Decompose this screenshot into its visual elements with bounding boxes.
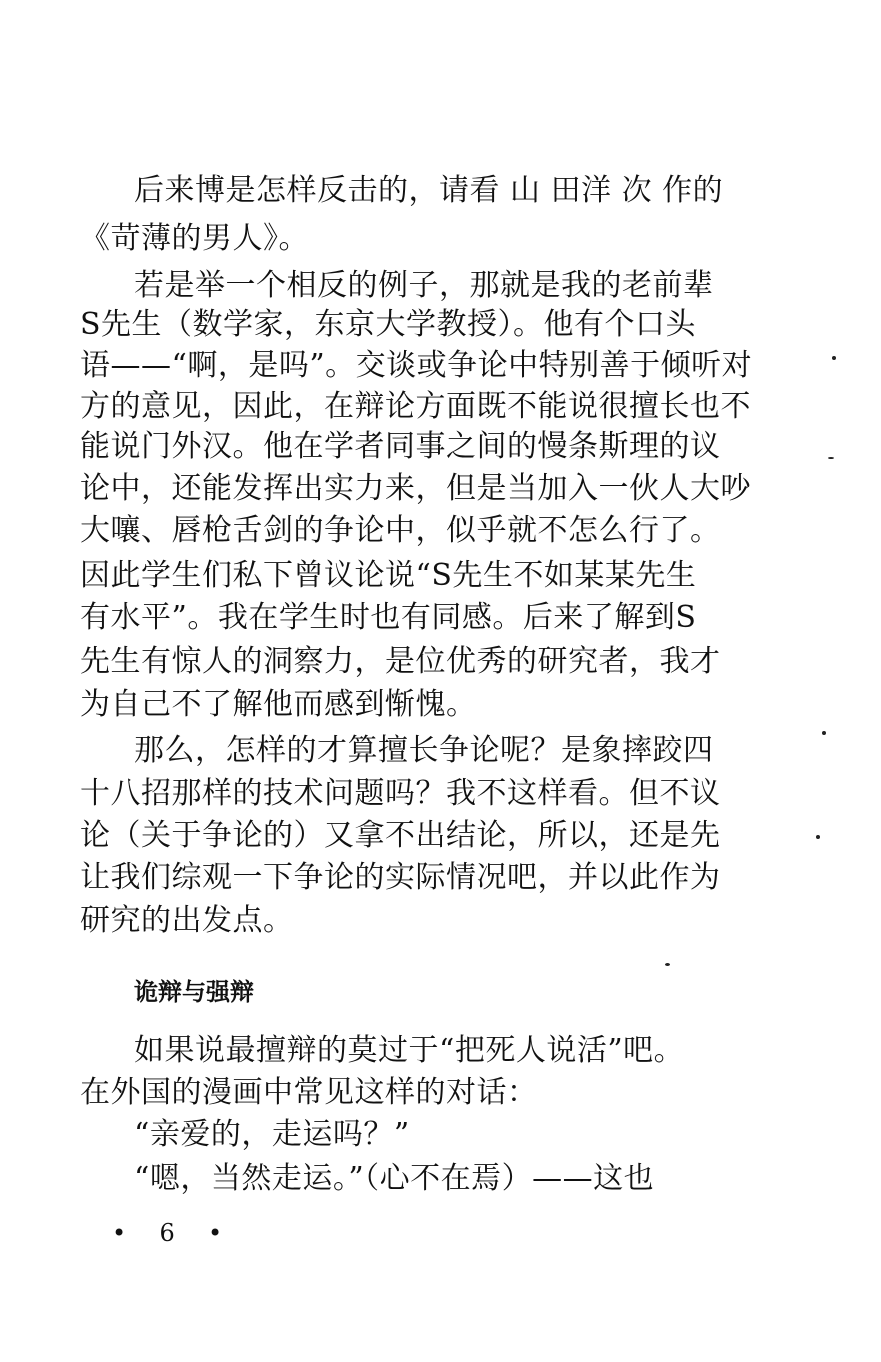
paragraph-line: 那么，怎样的才算擅长争论呢？是象摔跤四: [134, 733, 714, 768]
scan-speck: [816, 835, 820, 839]
paragraph-line: 为自己不了解他而感到惭愧。: [80, 687, 477, 722]
paragraph-line: 后来博是怎样反击的，请看 山 田洋 次 作的: [134, 173, 724, 208]
paragraph-line: 先生有惊人的洞察力，是位优秀的研究者，我才: [80, 644, 721, 679]
dialogue-line: “嗯，当然走运。”（心不在焉）——这也: [134, 1161, 655, 1196]
paragraph-line: 让我们综观一下争论的实际情况吧，并以此作为: [80, 860, 721, 895]
paragraph-line: S先生（数学家，东京大学教授）。他有个口头: [80, 307, 697, 342]
footer-bullet-left: •: [112, 1219, 127, 1247]
scan-speck: [665, 963, 670, 966]
page-number: 6: [159, 1219, 175, 1247]
paragraph-line: 十八招那样的技术问题吗？我不这样看。但不议: [80, 776, 721, 811]
paragraph-line: 因此学生们私下曾议论说“S先生不如某某先生: [80, 558, 697, 593]
scan-speck: [828, 457, 834, 459]
paragraph-line: 如果说最擅辩的莫过于“把死人说活”吧。: [134, 1033, 685, 1068]
paragraph-line: 若是举一个相反的例子，那就是我的老前辈: [134, 268, 714, 303]
paragraph-line: 有水平”。我在学生时也有同感。后来了解到S: [80, 600, 697, 635]
paragraph-line: 能说门外汉。他在学者同事之间的慢条斯理的议: [80, 429, 721, 464]
paragraph-line: 语——“啊，是吗”。交谈或争论中特别善于倾听对: [80, 348, 753, 383]
paragraph-line: 在外国的漫画中常见这样的对话：: [80, 1075, 538, 1110]
page-footer: [112, 1218, 222, 1248]
paragraph-line: 论（关于争论的）又拿不出结论，所以，还是先: [80, 818, 721, 853]
dialogue-line: “亲爱的，走运吗？”: [134, 1117, 410, 1152]
scan-speck: [822, 731, 826, 735]
paragraph-line: 论中，还能发挥出实力来，但是当加入一伙人大吵: [80, 471, 751, 506]
scan-speck: [832, 356, 836, 360]
paragraph-line: 方的意见，因此，在辩论方面既不能说很擅长也不: [80, 389, 751, 424]
section-heading: 诡辩与强辩: [134, 978, 254, 1006]
paragraph-line: 《苛薄的男人》。: [80, 221, 309, 256]
paragraph-line: 大嚷、唇枪舌剑的争论中，似乎就不怎么行了。: [80, 513, 721, 548]
footer-bullet-right: •: [208, 1219, 223, 1247]
paragraph-line: 研究的出发点。: [80, 903, 294, 938]
